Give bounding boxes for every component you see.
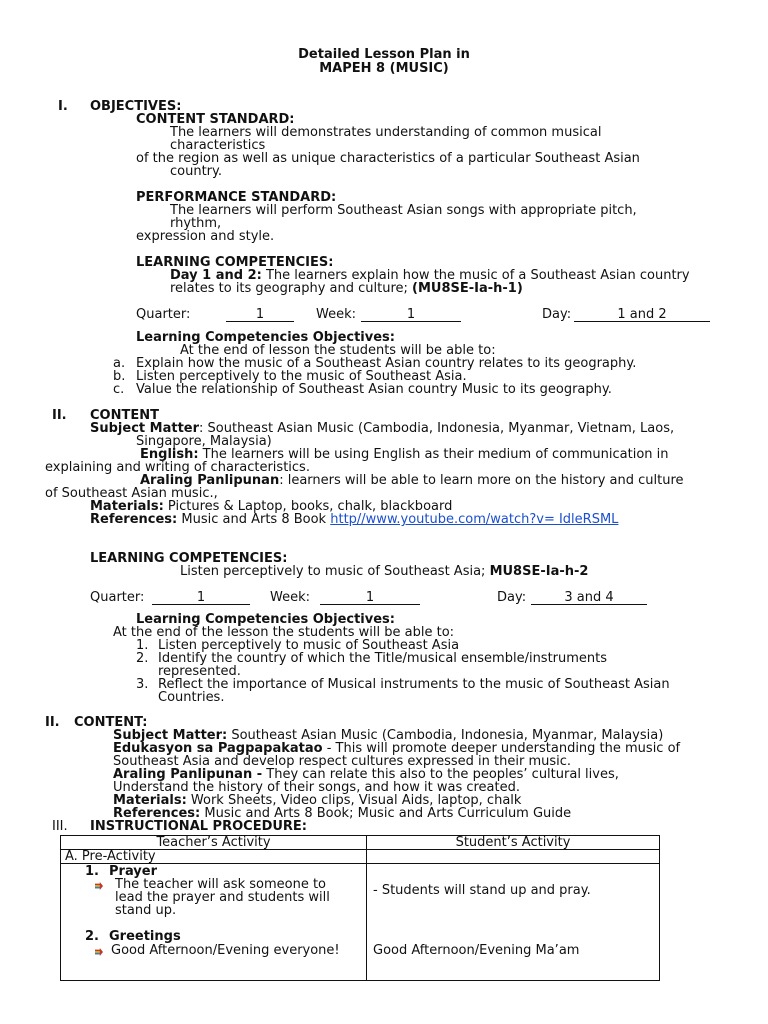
subject-matter-text: : Southeast Asian Music (Cambodia, Indonesia, Myanmar, Vietnam, Laos,: [199, 421, 675, 436]
week-label-2: Week:: [270, 590, 310, 605]
lc2-objective-2: Identify the country of which the Title/musical ensemble/instruments: [158, 651, 608, 666]
references-label: References:: [90, 512, 178, 527]
ap-label: Araling Panlipunan: [140, 473, 280, 488]
content-standard-line3: of the region as well as unique characteristics of a particular Southeast Asian: [136, 151, 640, 166]
section-empty: [367, 850, 660, 864]
student-activity-cell: [367, 864, 660, 981]
greetings-student: Good Afternoon/Evening Ma’am: [373, 943, 580, 958]
lc-objective-c: Value the relationship of Southeast Asian country Music to its geography.: [136, 382, 612, 397]
greetings-teacher: Good Afternoon/Evening everyone!: [111, 943, 340, 958]
prayer-title: Prayer: [109, 864, 158, 879]
greetings-title: Greetings: [109, 929, 181, 944]
content-standard-line2: characteristics: [170, 138, 266, 153]
lc-objective-b-marker: b.: [113, 369, 126, 384]
lc2-objectives-label: Learning Competencies Objectives:: [136, 612, 395, 627]
content2-heading: CONTENT:: [74, 715, 148, 730]
content1-ap-line1: [140, 474, 684, 487]
procedure-heading: INSTRUCTIONAL PROCEDURE:: [90, 819, 308, 834]
references-label-2: References:: [113, 806, 201, 821]
subject-matter-text-2: Southeast Asian Music (Cambodia, Indonesia, Myanmar, Malaysia): [227, 728, 664, 743]
lc2-objective-3: Reflect the importance of Musical instruments to the music of Southeast Asian: [158, 677, 670, 692]
lc2-code: MU8SE-Ia-h-2: [489, 564, 589, 579]
esp-text: - This will promote deeper understanding the music of: [322, 741, 681, 756]
learning-competencies-label: LEARNING COMPETENCIES:: [136, 255, 334, 270]
greetings-marker: 2.: [85, 929, 99, 944]
quarter-week-day-row: [136, 308, 736, 322]
lc-code: (MU8SE-Ia-h-1): [412, 281, 523, 296]
content-standard-line1: The learners will demonstrates understanding of common musical: [170, 125, 602, 140]
lc2-objective-1: Listen perceptively to music of Southeast Asia: [158, 638, 460, 653]
quarter-week-day-row-2: [90, 591, 710, 605]
content2-ap-line2: Understand the history of their songs, and how it was created.: [113, 780, 521, 795]
day-label-qwd: Day:: [542, 307, 572, 322]
lc-objective-a-marker: a.: [113, 356, 126, 371]
subject-matter-label-2: Subject Matter:: [113, 728, 228, 743]
prayer-teacher-line3: stand up.: [115, 903, 177, 918]
materials-label-2: Materials:: [113, 793, 187, 808]
objectives-number: I.: [58, 99, 68, 114]
quarter-value: 1: [226, 308, 294, 322]
lc2-objective-2-marker: 2.: [136, 651, 149, 666]
prayer-student: - Students will stand up and pray.: [373, 883, 591, 898]
prayer-teacher-line1: The teacher will ask someone to: [115, 877, 326, 892]
references-text-2: Music and Arts 8 Book; Music and Arts Curriculum Guide: [200, 806, 572, 821]
ap-text: : learners will be able to learn more on the history and culture: [279, 473, 684, 488]
doc-title-line1: Detailed Lesson Plan in: [298, 47, 470, 62]
english-label: English:: [140, 447, 199, 462]
lc2-objective-1-marker: 1.: [136, 638, 149, 653]
week-value: 1: [361, 308, 461, 322]
lc2-text: [180, 565, 588, 578]
youtube-link[interactable]: http//www.youtube.com/watch?v= IdleRSML: [330, 512, 619, 527]
day-label-2: Day:: [497, 590, 527, 605]
lc-objectives-label: Learning Competencies Objectives:: [136, 330, 395, 345]
materials-label: Materials:: [90, 499, 164, 514]
quarter-value-2: 1: [152, 591, 250, 605]
section-pre-activity: A. Pre-Activity: [61, 850, 367, 864]
lc-objective-a: Explain how the music of a Southeast Asian country relates to its geography.: [136, 356, 637, 371]
content2-esp-line2: Southeast Asia and develop respect cultures expressed in their music.: [113, 754, 572, 769]
references-text: Music and Arts 8 Book: [177, 512, 331, 527]
procedure-number: III.: [52, 819, 68, 834]
table-header-row: [61, 836, 660, 850]
content1-references: [90, 513, 618, 526]
content1-ap-line2: of Southeast Asian music.,: [45, 486, 218, 501]
esp-label: Edukasyon sa Pagpapakatao: [113, 741, 323, 756]
quarter-label: Quarter:: [136, 307, 191, 322]
header-teacher: Teacher’s Activity: [61, 836, 367, 850]
materials-text: Pictures & Laptop, books, chalk, blackboard: [163, 499, 453, 514]
lc-objective-c-marker: c.: [113, 382, 125, 397]
day-value-2: 3 and 4: [531, 591, 647, 605]
lc-text-2: relates to its geography and culture;: [170, 281, 413, 296]
content2-number: II.: [45, 715, 60, 730]
lc2-objectives-intro: At the end of the lesson the students will be able to:: [113, 625, 455, 640]
lc-objectives-intro: At the end of lesson the students will be able to:: [180, 343, 496, 358]
arrow-bullet-icon: [95, 882, 103, 890]
day-label: Day 1 and 2:: [170, 268, 262, 283]
lc2-text-body: Listen perceptively to music of Southeast Asia;: [180, 564, 490, 579]
section-row: [61, 850, 660, 864]
subject-matter-label: Subject Matter: [90, 421, 200, 436]
lc2-objective-3-marker: 3.: [136, 677, 149, 692]
content1-heading: CONTENT: [90, 408, 159, 423]
ap-text-2: They can relate this also to the peoples’ cultural lives,: [262, 767, 619, 782]
ap-label-2: Araling Panlipunan -: [113, 767, 263, 782]
arrow-bullet-icon: [95, 948, 103, 956]
lc2-label: LEARNING COMPETENCIES:: [90, 551, 288, 566]
performance-standard-label: PERFORMANCE STANDARD:: [136, 190, 337, 205]
content1-english-line2: explaining and writing of characteristics.: [45, 460, 310, 475]
week-label: Week:: [316, 307, 356, 322]
header-student: Student’s Activity: [367, 836, 660, 850]
performance-standard-line1: The learners will perform Southeast Asian songs with appropriate pitch,: [170, 203, 637, 218]
content-standard-label: CONTENT STANDARD:: [136, 112, 295, 127]
materials-text-2: Work Sheets, Video clips, Visual Aids, laptop, chalk: [186, 793, 522, 808]
doc-title-line2: MAPEH 8 (MUSIC): [319, 61, 449, 76]
content1-subject-line2: Singapore, Malaysia): [136, 434, 272, 449]
learning-competencies-line2: [170, 282, 523, 295]
content-standard-line4: country.: [170, 164, 222, 179]
content1-number: II.: [52, 408, 67, 423]
day-value: 1 and 2: [574, 308, 710, 322]
lc2-objective-3-cont: Countries.: [158, 690, 225, 705]
lc2-objective-2-cont: represented.: [158, 664, 241, 679]
english-text: The learners will be using English as their medium of communication in: [198, 447, 669, 462]
week-value-2: 1: [320, 591, 420, 605]
teacher-activity-cell: [61, 864, 367, 981]
prayer-teacher-line2: lead the prayer and students will: [115, 890, 330, 905]
performance-standard-line3: expression and style.: [136, 229, 275, 244]
objectives-heading: OBJECTIVES:: [90, 99, 182, 114]
procedure-table: [60, 835, 660, 981]
performance-standard-line2: rhythm,: [170, 216, 222, 231]
lc-objective-b: Listen perceptively to the music of Southeast Asia.: [136, 369, 467, 384]
quarter-label-2: Quarter:: [90, 590, 145, 605]
lc-text-1: The learners explain how the music of a Southeast Asian country: [261, 268, 690, 283]
table-row: [61, 864, 660, 981]
prayer-marker: 1.: [85, 864, 99, 879]
